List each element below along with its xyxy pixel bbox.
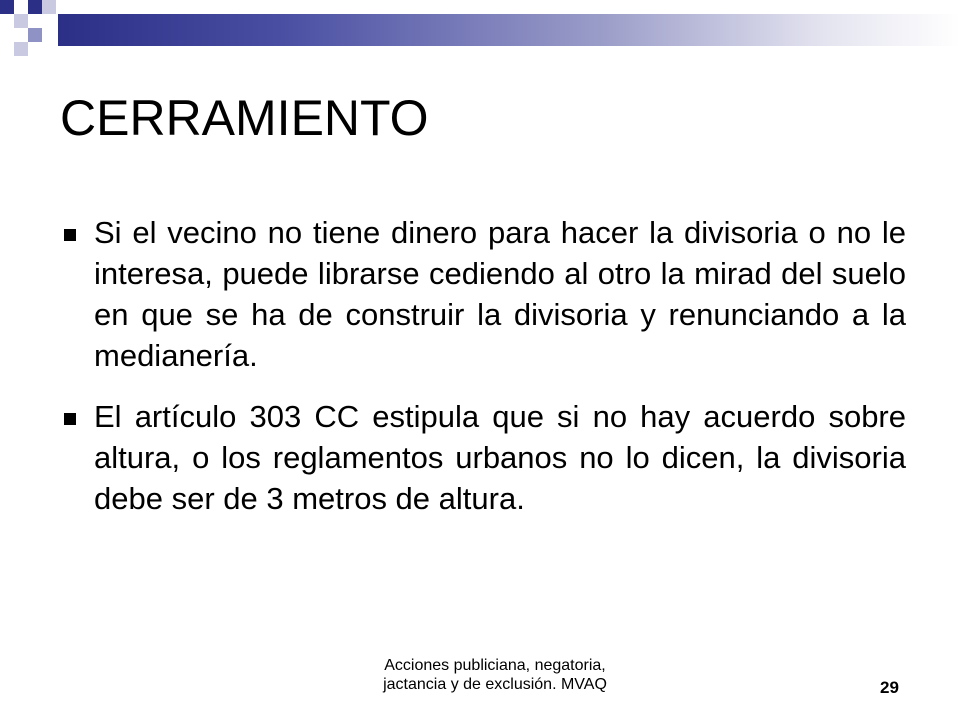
decor-square <box>28 0 42 14</box>
decor-square <box>14 14 28 28</box>
square-bullet-icon <box>64 229 76 241</box>
bullet-item <box>60 212 906 376</box>
bullet-item <box>60 396 906 519</box>
slide-footer <box>360 656 630 694</box>
slide-title: CERRAMIENTO <box>60 90 429 146</box>
bullet-text: El artículo 303 CC estipula que si no hay acuerdo sobre altura, o los reglamentos urbanos no lo dicen, la divisoria debe ser de 3 metros de altura. <box>94 399 906 516</box>
decor-square <box>14 42 28 56</box>
decor-square <box>0 0 14 14</box>
square-bullet-icon <box>64 413 76 425</box>
page-number: 29 <box>880 678 899 697</box>
decor-square <box>28 14 42 28</box>
bullet-text: Si el vecino no tiene dinero para hacer la divisoria o no le interesa, puede librarse cediendo al otro la mirad del suelo en que se ha de construir la divisoria y renunciando a la medianería. <box>94 215 906 373</box>
decor-square <box>28 28 42 42</box>
decor-square <box>42 0 56 14</box>
bullet-list <box>60 212 906 539</box>
footer-line: jactancia y de exclusión. MVAQ <box>383 676 607 693</box>
header-gradient-bar <box>58 14 960 46</box>
footer-line: Acciones publiciana, negatoria, <box>384 657 606 674</box>
